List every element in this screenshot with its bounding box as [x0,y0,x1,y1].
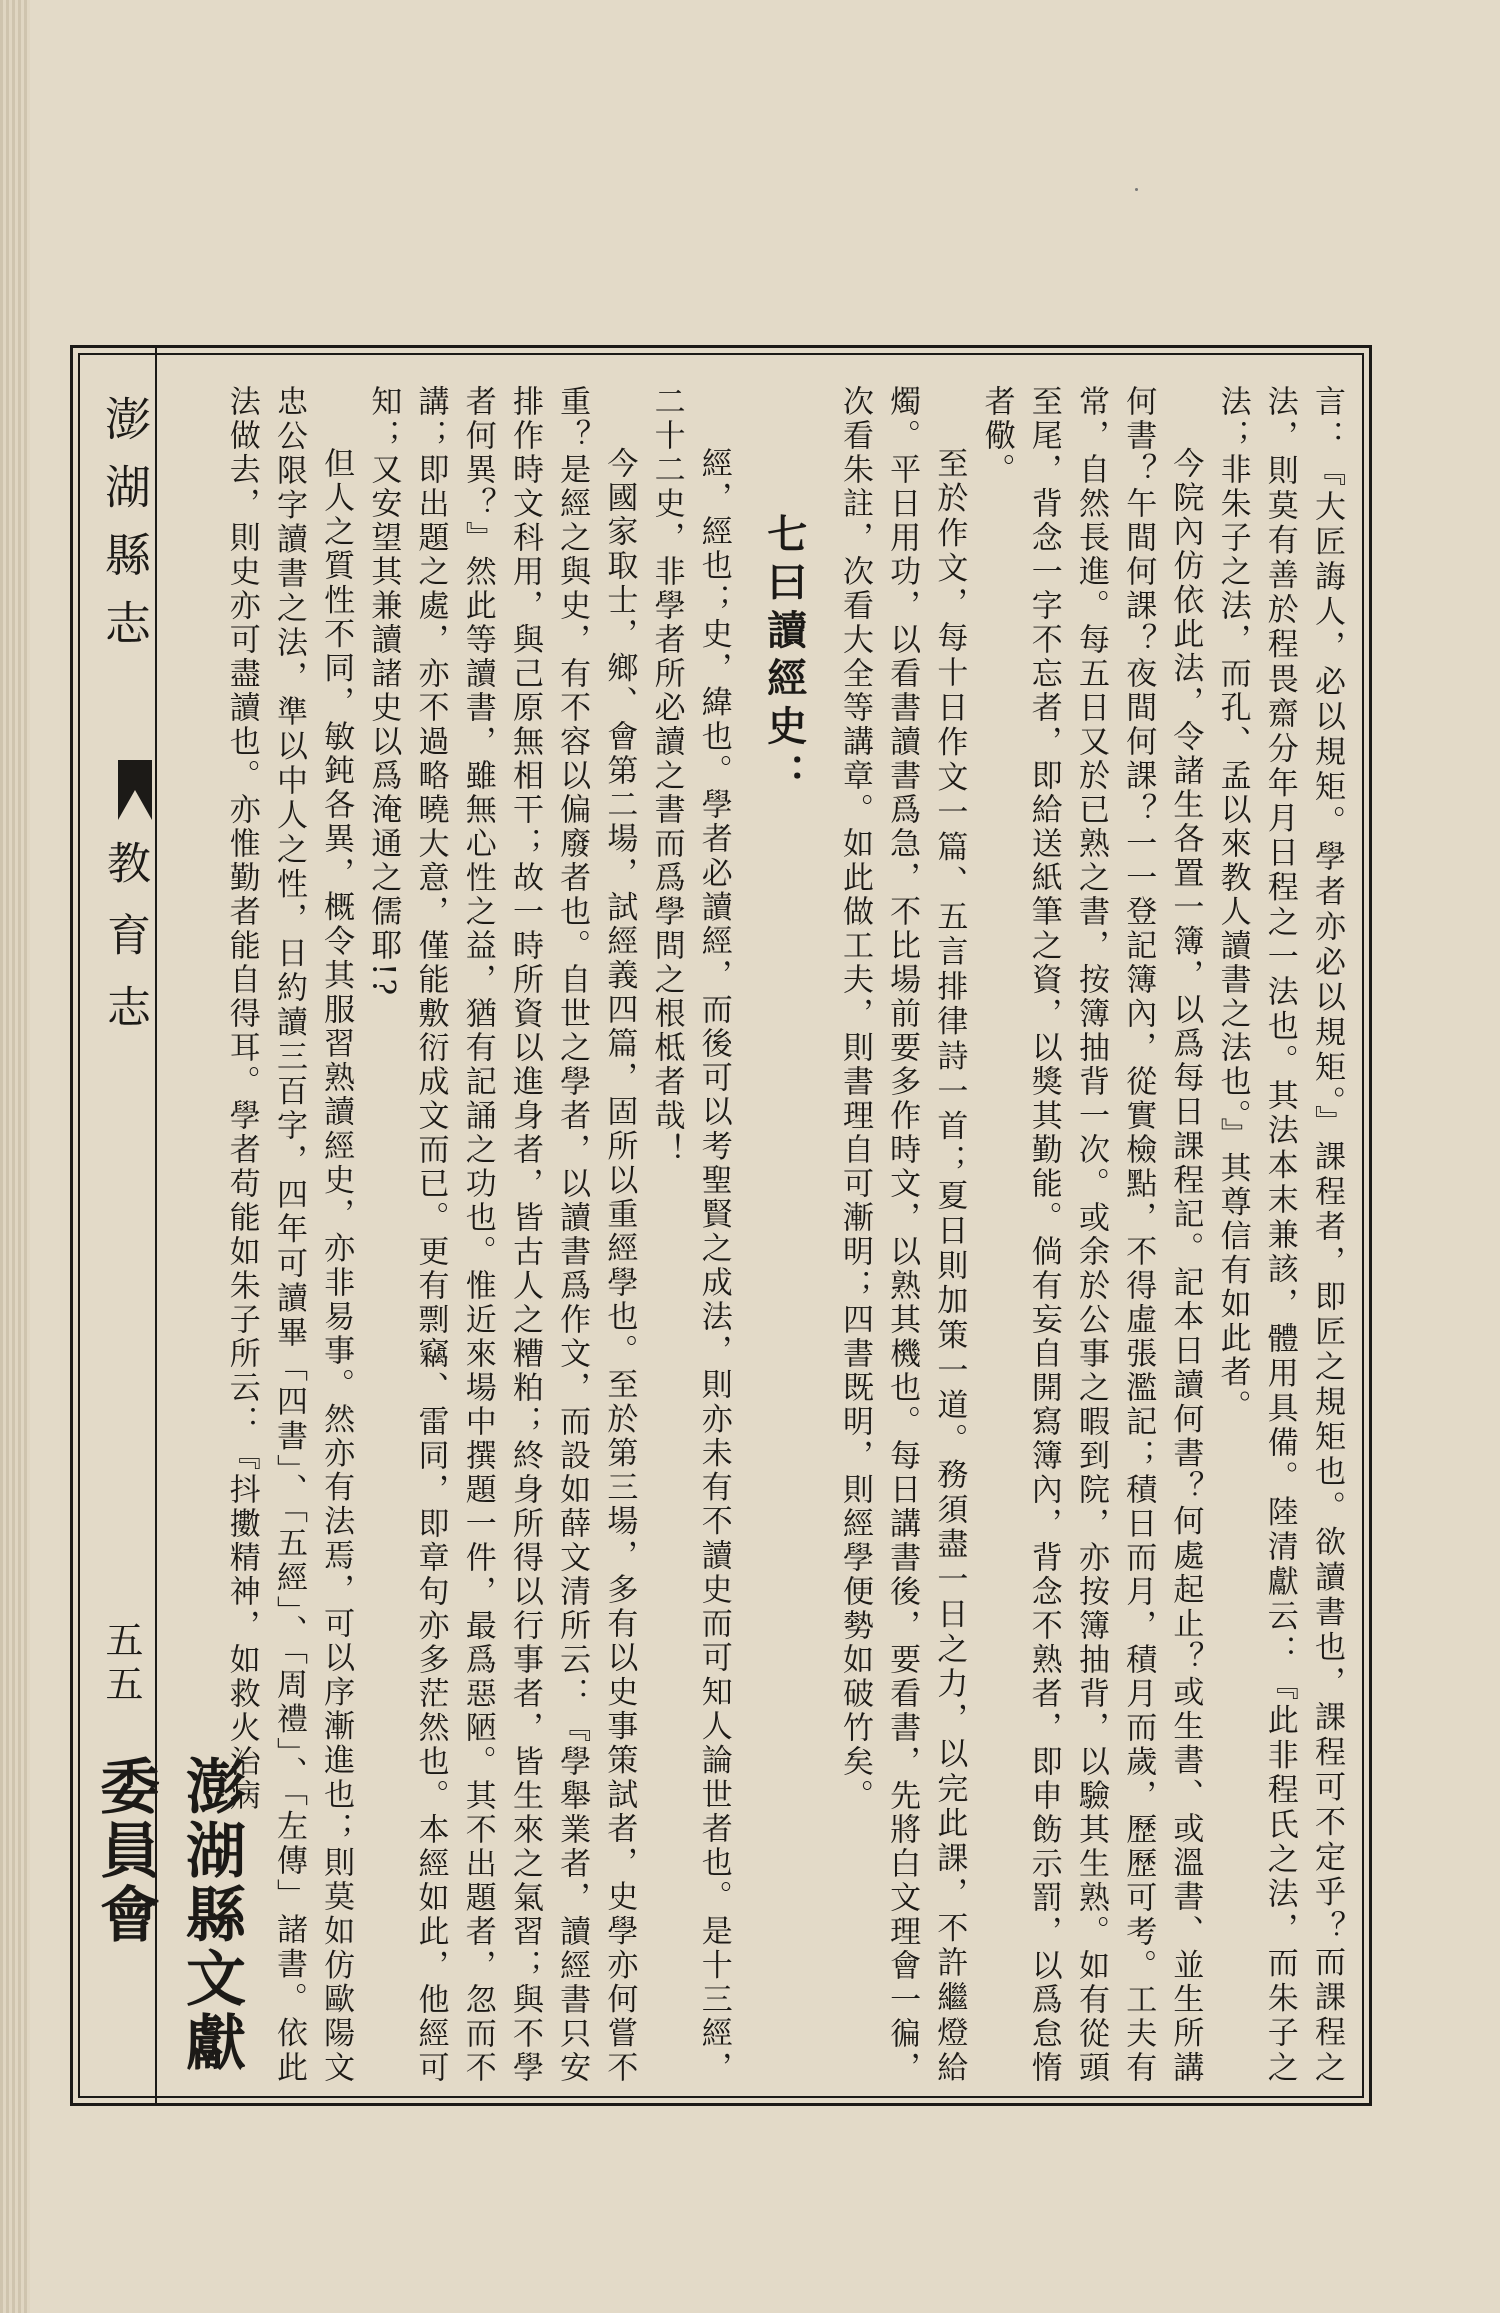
book-binding [0,0,30,2313]
book-title: 澎湖縣志 [98,395,152,667]
paragraph: 但人之質性不同，敏鈍各異，概令其服習熟讀經史，亦非易事。然亦有法焉，可以序漸進也；則莫如仿歐陽文忠公限字讀書之法，準以中人之性，日約讀三百字，四年可讀畢「四書」、「五經」、「周禮」、「左傳」諸書。依此法做去，則史亦可盡讀也。亦惟勤者能自得耳。學者苟能如朱子所云：『抖擻精神，如救火治病 [223,385,355,2085]
body-text [180,385,1350,2085]
paragraph: 至於作文，每十日作文一篇、五言排律詩一首；夏日則加策一道。務須盡一日之力，以完此課，不許繼燈給燭。平日用功，以看書讀書爲急，不比場前要多作時文，以熟其機也。每日講書後，要看書，先將白文理會一徧，次看朱註，次看大全等講章。如此做工夫，則書理自可漸明；四書既明，則經學便勢如破竹矣。 [836,385,968,2085]
publisher-stamp: 澎湖縣文獻委員會 [90,1755,246,2075]
page-gutter [78,365,246,2090]
paper-speck [1135,188,1138,191]
page-number: 五五 [99,1620,143,1708]
section-title: 教育志 [99,840,150,1056]
paragraph: 經，經也；史，緯也。學者必讀經，而後可以考聖賢之成法，則亦未有不讀史而可知人論世者也。是十三經，二十二史，非學者所必讀之書而爲學問之根柢者哉！ [648,385,732,2085]
paragraph: 言：『大匠誨人，必以規矩。學者亦必以規矩。』課程者，即匠之規矩也。欲讀書也，課程可不定乎？而課程之法，則莫有善於程畏齋分年月日程之一法也。其法本末兼該，體用具備。陸清獻云：『此非程氏之法，而朱子之法；非朱子之法，而孔、孟以來教人讀書之法也。』其尊信有如此者。 [1214,385,1345,2085]
fishtail-mark-icon [118,760,152,820]
section-heading: 七曰讀經史： [760,513,807,801]
paragraph: 今國家取士，鄉、會第二場，試經義四篇，固所以重經學也。至於第三場，多有以史事策試者，史學亦何嘗不重？是經之與史，有不容以偏廢者也。自世之學者，以讀書爲作文，而設如薛文清所云：『學舉業者，讀經書只安排作時文科用，與己原無相干；故一時所資以進身者，皆古人之糟粕；終身所得以行事者，皆生來之氣習；與不學者何異？』然此等讀書，雖無心性之益，猶有記誦之功也。惟近來場中撰題一件，最爲惡陋。其不出題者，忽而不講；即出題之處，亦不過略曉大意，僅能敷衍成文而已。更有剽竊、雷同，即章句亦多茫然也。本經如此，他經可知；又安望其兼讀諸史以爲淹通之儒耶!? [365,385,638,2085]
paragraph: 今院內仿依此法，令諸生各置一簿，以爲每日課程記。記本日讀何書？何處起止？或生書、或溫書、並生所講何書？午間何課？夜間何課？一一登記簿內，從實檢點，不得虛張濫記；積日而月，積月而歲，歷歷可考。工夫有常，自然長進。每五日又於已熟之書，按簿抽背一次。或余於公事之暇到院，亦按簿抽背，以驗其生熟。如有從頭至尾，背念一字不忘者，即給送紙筆之資，以獎其勤能。倘有妄自開寫簿內，背念不熟者，即申飭示罰，以爲怠惰者儆。 [978,385,1204,2085]
